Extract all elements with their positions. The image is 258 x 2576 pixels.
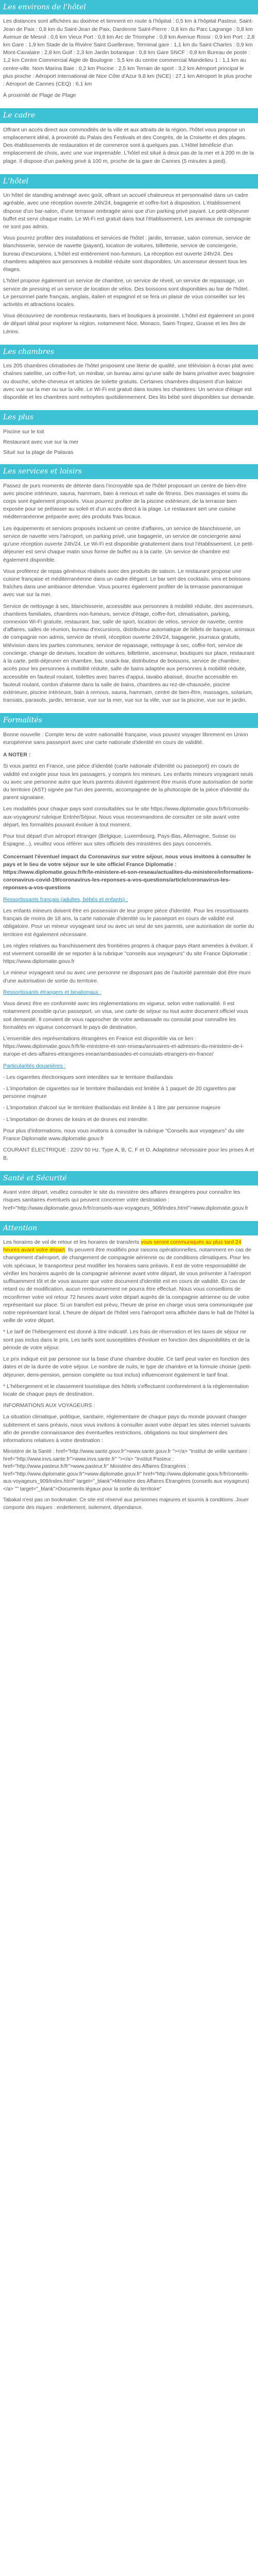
- hotel-text-2: Vous pourrez profiter des installations et services de l'hôtel : jardin, terrasse, salon commun, service de blanchisserie, service de navette (payant), location de voitures, billetterie, service de conciergerie, bureau d'excursions. L'hôtel est entièrement non-fumeurs. La réception est ouverte 24h/24. Des chambres adaptées aux personnes à mobilité réduite sont disponibles. Un ascenseur dessert tous les étages.: [3, 235, 250, 273]
- hotel-text-1: Un hôtel de standing aménagé avec goût, offrant un accueil chaleureux et personnalisé dans un cadre agréable, avec une réception ouverte 24h/24, bagagerie et coffre-fort à disposition. L'établissement dispose d'un bar-salon, d'une terrasse ombragée ainsi que d'un parking privé payant. Le petit-déjeuner buffet est servi chaque matin. Le Wi-Fi est gratuit dans tout l'établissement. Les animaux de compagnie ne sont pas admis.: [3, 192, 251, 230]
- plus-header: Les plus: [0, 410, 258, 425]
- formalites-foreign-nationals-heading[interactable]: Ressortissants étrangers et binationaux :: [3, 989, 102, 995]
- plus-item: Restaurant avec vue sur la mer: [3, 438, 78, 445]
- electric-current-text: COURANT ÉLECTRIQUE : 220V 50 Hz. Type A, B, C, F et O. Adaptateur nécessaire pour les prises A et B.: [3, 1147, 254, 1161]
- attention-text-2: * Le tarif de l'hébergement est donné à titre indicatif. Les frais de réservation et les taxes de séjour ne sont pas inclus dans le prix. Les tarifs sont susceptibles d'évoluer en fonction des disponibilités et de la période de votre séjour.: [3, 1329, 250, 1351]
- formalites-text-1: Bonne nouvelle : Compte tenu de votre nationalité française, vous pouvez voyager librement en Union européenne sans passeport avec une carte nationale d'identité en cours de validité.: [3, 731, 248, 745]
- customs-item: - L'importation d'alcool sur le territoire thaïlandais est limitée à 1 litre par personne majeure: [3, 1105, 221, 1111]
- customs-item: - L'importation de drones de loisirs et de drones est interdite.: [3, 1116, 149, 1123]
- attention-text-1: [3, 1239, 255, 1325]
- environs-note: À proximité de Plage de Plage: [3, 92, 76, 99]
- services-header: Les services et loisirs: [0, 464, 258, 479]
- chambres-text: Les 205 chambres climatisées de l'hôtel proposent une literie de qualité, une télévision à écran plat avec chaînes satellite, un coffre-fort, un minibar, un bureau ainsi qu'une salle de bains privative avec baignoire ou douche, sèche-cheveux et articles de toilette gratuits. Certaines chambres disposent d'un balcon avec vue sur la mer ou sur la ville. Le Wi-Fi est gratuit dans toutes les chambres. Un service d'étage est disponible et les chambres sont nettoyées quotidiennement. Des lits bébé sont disponibles sur demande.: [3, 363, 255, 401]
- attention-text-6: La situation climatique, politique, sanitaire, réglementaire de chaque pays du monde pouvant changer subitement et sans préavis, nous vous invitons à consulter avant votre départ les sites internet suivants afin de prendre connaissance des éventuelles restrictions, obligations ou tout simplement des informations relatives à votre destination :: [3, 1414, 251, 1444]
- formalites-text-9: Les règles relatives au franchissement des frontières propres à chaque pays étant amenées à évoluer, il est vivement conseillé de se reporter à la rubrique "conseils aux voyageurs" du site France Diplomatie : https://www.diplomatie.gouv.fr: [3, 942, 253, 965]
- sante-section: [0, 1171, 258, 1221]
- customs-item: - Les cigarettes électroniques sont interdites sur le territoire thaïlandais: [3, 1074, 173, 1080]
- services-text-2: Les équipements et services proposés incluent un centre d'affaires, un service de blanchisserie, un service de navette vers l'aéroport, un parking privé, une bagagerie, un service de conciergerie ainsi qu'une réception ouverte 24h/24. Le Wi-Fi est disponible gratuitement dans tout l'établissement. Le petit-déjeuner est servi chaque matin sous forme de buffet ou à la carte. Un service de chambre est également disponible.: [3, 525, 254, 563]
- formalites-text-3: Si vous partez en France, une pièce d'identité (carte nationale d'identité ou passeport) en cours de validité est exigée pour tous les passagers, y compris les mineurs. Les enfants mineurs voyageant seuls ou avec une personne autre que leurs parents doivent également être munis d'une autorisation de sortie du territoire (AST) signée par l'un des parents, accompagnée de la photocopie de la pièce d'identité du parent signataire.: [3, 763, 253, 801]
- plus-item: Piscine sur le toit: [3, 428, 44, 435]
- attention-section: [0, 1221, 258, 1521]
- cadre-section: [0, 108, 258, 174]
- attention-text-3: Le prix indiqué est par personne sur la base d'une chambre double. Ce tarif peut varier en fonction des dates et de la durée de votre séjour. Le nombre de nuits, le type de chambre et la formule choisie (petit-déjeuner, demi-pension, pension complète ou tout inclus) influenceront également le tarif final.: [3, 1356, 252, 1378]
- attention-highlight: vous seront communiqués au plus tard 24 heures avant votre départ: [3, 1239, 241, 1253]
- formalites-text-12: Vous devez être en conformité avec les règlementations en vigueur, selon votre nationalité. Il est notamment possible qu'un passeport, un visa, une carte de séjour ou tout autre document officiel vous soit demandé. Il convient de vous rapprocher de votre ambassade ou consulat pour connaître les formalités en vigueur concernant le pays de destination.: [3, 1001, 248, 1030]
- formalites-header: Formalités: [0, 713, 258, 727]
- environs-section: [0, 0, 258, 108]
- formalites-covid-text: Concernant l'éventuel impact du Coronavirus sur votre séjour, nous vous invitons à consulter le pays et le lieu de votre séjour sur le site officiel France Diplomatie : https://www.diplomatie.gouv.fr/fr/le-ministere-et-son-reseau/actualites-du-ministere/informations-coronavirus-covid-19/coronavirus-les-reponses-a-vos-questions/article/coronavirus-les-reponses-a-vos-questions: [3, 853, 253, 891]
- environs-header: Les environs de l'hôtel: [0, 0, 258, 14]
- plus-section: [0, 410, 258, 464]
- services-text-3: Vous profiterez de repas généreux réalisés avec des produits de saison. Le restaurant propose une cuisine française et méditerranéenne dans un cadre élégant. Le bar sert des cocktails, vins et boissons fraîches dans une ambiance détendue. Vous pourrez également profiter de la terrasse panoramique avec vue sur la mer.: [3, 568, 250, 598]
- services-text-4: Service de nettoyage à sec, blanchisserie, accessible aux personnes à mobilité réduite, des ascenseurs, chambres familiales, chambres non-fumeurs, service d'étage, coffre-fort, climatisation, parking, connexion Wi-Fi gratuite, restaurant, bar, salle de sport, location de vélos, service de navette, centre d'affaires, salles de réunion, bureau d'excursions, distributeur automatique de billets de banque, animaux de compagnie non admis, service de réveil, réception ouverte 24h/24, bagagerie, journaux gratuits, télévision dans les parties communes, service de repassage, nettoyage à sec, coffre-fort, service de concierge, change de devises, location de voitures, billetterie, ascenseur, boutiques sur place, restaurant à la carte, petit-déjeuner en chambre, bar, snack-bar, distributeur de boissons, service de chambre, accès pour les personnes à mobilité réduite, salle de bains adaptée aux personnes à mobilité réduite, accessible en fauteuil roulant, toilettes avec barres d'appui, lavabo abaissé, douche accessible en fauteuil roulant, cordon d'alarme dans la salle de bains, chambres au rez-de-chaussée, piscine extérieure, piscine intérieure, bain à remous, sauna, hammam, centre de bien-être, massages, solarium, transats, parasols, jardin, terrasse, vue sur la mer, vue sur la ville, vue sur la piscine, vue sur le jardin.: [3, 603, 255, 704]
- hotel-text-3: L'hôtel propose également un service de chambre, un service de réveil, un service de repassage, un service de pressing et un service de location de vélos. Des boissons sont disponibles au bar de l'hôtel. Le personnel parle français, anglais, italien et espagnol et se fera un plaisir de vous conseiller sur les activités et attractions locales.: [3, 278, 249, 308]
- customs-item: - L'importation de cigarettes sur le territoire thaïlandais est limitée à 1 paquet de 20 cigarettes par personne majeure: [3, 1086, 236, 1100]
- formalites-text-19: Pour plus d'informations, nous vous invitons à consulter la rubrique "Conseils aux voyageurs" du site France Diplomatie www.diplomatie.gouv.fr: [3, 1127, 245, 1142]
- formalites-customs-heading[interactable]: Particularités douanières :: [3, 1062, 66, 1069]
- formalites-text-10: Le mineur voyageant seul ou avec une personne ne disposant pas de l'autorité parentale doit être muni d'une autorisation de sortie du territoire.: [3, 970, 251, 984]
- environs-text: Les distances sont affichées au dixième et tiennent en route à l'hôpital : 0,5 km à l'hôpital Pasteur, Saint-Jean de Paix : 0,8 km du Saint-Jean de Paix, Dardenne Saint-Pierre : 0,8 km du Parc Lagrange : 0,8 km Avenue de Mesnil : 0,6 km Vieux Port : 0,8 km Arc de Triomphe : 0,8 km Avenue Rossi : 0,9 km Port : 2,8 km Gare : 1,9 km Stade de la Rivière Saint Guellerave, Terminal gare : 1,1 km du Saint-Charles : 0,9 km Mont-Cavalaire : 2,8 km Golf : 2,3 km Jardin botanique : 0,8 km Gare SNCF : 0,8 km Bureau de poste : 1,2 km Centre Commercial Aigle de Boulogne : 5,5 km du centre commercial Mandelieu 1 : 1,1 km au centre-ville. Nom Marina Baie : 0,2 km Piscine : 2,5 km Terrain de sport : 3,2 km Aéroport principal le plus proche : Aéroport international de Nice Côte d'Azur 9,8 km (NCE) : 27,1 km Aéroport le plus proche : Aéroport de Cannes (CEQ) : 6,1 km: [3, 18, 255, 88]
- cadre-text: Offrant un accès direct aux commodités de la ville et aux attraits de la région, l'hôtel vous propose un emplacement idéal, à proximité du Palais des Festivals et des Congrès, de la Croisette et des plages. Des établissements de restauration et de commerce sont à quelques pas. L'Hôtel bénéficie d'un emplacement de choix, avec une vue imprenable. L'hôtel est situé à deux pas de la mer et à 200 m de la plage. Il dispose d'un parking privé à 100 m, proche de la gare de Cannes (5 minutes à pied).: [3, 126, 254, 164]
- cadre-header: Le cadre: [0, 108, 258, 123]
- sante-header: Santé et Sécurité: [0, 1171, 258, 1185]
- disclaimer-text: Tabakal n'est pas un bookmaker. Ce site est réservé aux personnes majeures et soumis à conditions. Jouer comporte des risques : endettement, isolement, dépendance.: [3, 1497, 249, 1511]
- formalites-text-4: Les modalités pour chaque pays sont consultables sur le site https://www.diplomatie.gouv.fr/fr/conseils-aux-voyageurs/ rubrique Entrée/Séjour. Nous vous recommandons de consulter ce site avant votre départ, les formalités pouvant évoluer à tout moment.: [3, 806, 250, 828]
- travellers-info-heading: INFORMATIONS AUX VOYAGEURS :: [3, 1402, 95, 1409]
- chambres-header: Les chambres: [0, 345, 258, 359]
- formalites-text-13: L'ensemble des représentations étrangères en France est disponible via ce lien : https://www.diplomatie.gouv.fr/fr/le-ministere-et-son-reseau/annuaires-et-adresses-du-ministere-de-l-europe-et-des-affaires-etrangeres-meae/ambassades-et-consulats-etrangers-en-france/: [3, 1035, 244, 1058]
- official-links-text[interactable]: Ministère de la Santé : href="http://www.sante.gouv.fr">www.sante.gouv.fr "></a> "Institut de veille sanitaire : href="http://www.invs.sante.fr">www.invs.sante.fr" "></a> "Institut Pasteur : href="http://www.pasteur.fr/fr">www.pasteur.fr" Ministère des Affaires Étrangères : href="http://www.diplomatie.gouv.fr">www.diplomatie.gouv.fr" href="http://www.diplomatie.gouv.fr/fr/conseils-aux-voyageurs_909/index.html" target="_blank">Ministère des Affaires Étrangères (conseils aux voyageurs)</a> "" target="_blank">Documents légaux pour la sortie du territoire": [3, 1449, 250, 1492]
- sante-text: Avant votre départ, veuillez consulter le site du ministère des affaires étrangères pour connaître les risques sanitaires éventuels qui peuvent concerner votre destination : href="http://www.diplomatie.gouv.fr/fr/conseils-aux-voyageurs_909/index.html">www.diplomatie.gouv.fr: [3, 1189, 249, 1211]
- attention-text-1c: . Ils peuvent être modifiés pour raisons opérationnelles, notamment en cas de changement d'aéroport, de changement de compagnie aérienne ou de conditions climatiques. Pour les vols spéciaux, le transporteur peut modifier les horaires sans préavis. Il est de votre responsabilité de vérifier les horaires auprès de la compagnie aérienne avant votre départ, de vous présenter à l'aéroport suffisamment tôt et de vous assurer que votre document d'identité est en cours de validité. En cas de retard ou de modification, aucun remboursement ne pourra être effectué. Nous vous conseillons de reconfirmer votre vol retour 72 heures avant votre départ auprès de la compagnie aérienne ou de votre représentant sur place. Si un transfert est prévu, l'heure de prise en charge vous sera communiquée par notre représentant local. L'heure de départ de l'hôtel vers l'aéroport sera affichée dans le hall de l'hôtel la veille de votre départ.: [3, 1247, 254, 1324]
- attention-text-4: * L'hébergement et le classement touristique des hôtels s'effectuent conformément à la réglementation locale de chaque pays de destination.: [3, 1383, 249, 1397]
- hotel-header: L'hôtel: [0, 174, 258, 189]
- chambres-section: [0, 345, 258, 410]
- services-text-1: Passez de purs moments de détente dans l'incroyable spa de l'hôtel proposant un centre de bien-être avec piscine intérieure, sauna, hammam, bain à remous et salle de fitness. Des massages et soins du corps sont également proposés. Vous pourrez profiter de la piscine extérieure, de la terrasse bien exposée pour se prélasser au soleil et d'un accès direct à la plage. Le restaurant sert une cuisine méditerranéenne préparée avec des produits frais locaux.: [3, 482, 248, 520]
- attention-text-1a: Les horaires de vol de retour et les horaires de transferts: [3, 1239, 141, 1246]
- hotel-text-4: Vous découvrirez de nombreux restaurants, bars et boutiques à proximité. L'hôtel est également un point de départ idéal pour explorer la région, notamment Nice, Monaco, Saint-Tropez, Grasse et les îles de Lérins.: [3, 313, 254, 335]
- formalites-section: [0, 713, 258, 1171]
- attention-header: Attention: [0, 1221, 258, 1235]
- formalites-french-nationals-heading[interactable]: Ressortissants français (adultes, bébés et enfants) :: [3, 896, 128, 903]
- plus-item: Situé sur la plage de Palavas: [3, 449, 74, 456]
- formalites-text-5: Pour tout départ d'un aéroport étranger (Belgique, Luxembourg, Pays-Bas, Allemagne, Suisse ou Espagne...), veuillez vous référer aux sites officiels des ministères des pays concernés.: [3, 833, 236, 848]
- services-section: [0, 464, 258, 713]
- formalites-text-8: Les enfants mineurs doivent être en possession de leur propre pièce d'identité. Pour les ressortissants français de moins de 18 ans, la carte nationale d'identité ou le passeport en cours de validité est obligatoire. Pour un mineur voyageant seul ou avec un seul de ses parents, une autorisation de sortie du territoire est également nécessaire.: [3, 907, 254, 938]
- formalites-note-label: A NOTER :: [3, 752, 31, 758]
- hotel-section: [0, 174, 258, 345]
